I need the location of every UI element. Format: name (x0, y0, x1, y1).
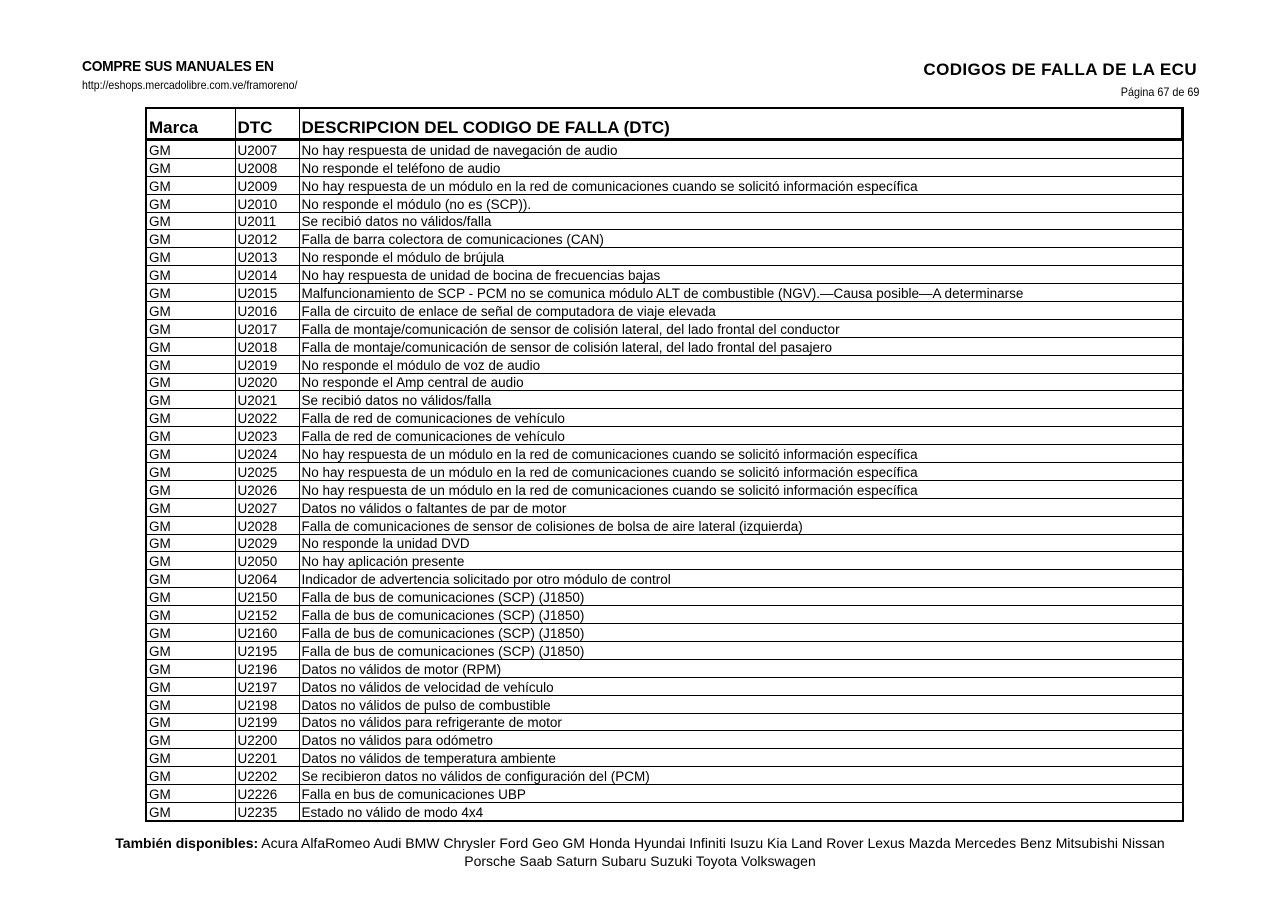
cell-dtc: U2197 (235, 677, 299, 695)
cell-descripcion: No responde el módulo de brújula (299, 248, 1183, 266)
table-row (146, 713, 1183, 731)
table-row (146, 212, 1183, 230)
cell-descripcion: Datos no válidos para refrigerante de motor (299, 713, 1183, 731)
footer-label: También disponibles: (115, 835, 259, 851)
cell-dtc: U2026 (235, 480, 299, 498)
table-row (146, 749, 1183, 767)
table-row (146, 731, 1183, 749)
header-left-title: COMPRE SUS MANUALES EN (82, 58, 274, 75)
cell-dtc: U2021 (235, 391, 299, 409)
cell-dtc: U2023 (235, 427, 299, 445)
header-right-title: CODIGOS DE FALLA DE LA ECU (923, 60, 1197, 79)
cell-dtc: U2064 (235, 570, 299, 588)
table-row (146, 624, 1183, 642)
cell-dtc: U2017 (235, 319, 299, 337)
cell-descripcion: Falla de comunicaciones de sensor de colisiones de bolsa de aire lateral (izquierda) (299, 516, 1183, 534)
cell-dtc: U2016 (235, 302, 299, 320)
footer-brands-line2: Porsche Saab Saturn Subaru Suzuki Toyota Volkswagen (464, 853, 816, 869)
cell-descripcion: Falla en bus de comunicaciones UBP (299, 785, 1183, 803)
table-row (146, 140, 1183, 159)
cell-marca: GM (146, 498, 235, 516)
footer (80, 834, 1200, 870)
cell-dtc: U2202 (235, 767, 299, 785)
cell-dtc: U2028 (235, 516, 299, 534)
table-row (146, 266, 1183, 284)
cell-dtc: U2018 (235, 337, 299, 355)
cell-dtc: U2009 (235, 176, 299, 194)
page-number: Página 67 de 69 (1120, 85, 1199, 99)
cell-marca: GM (146, 409, 235, 427)
table-row (146, 355, 1183, 373)
cell-descripcion: Se recibió datos no válidos/falla (299, 391, 1183, 409)
cell-marca: GM (146, 212, 235, 230)
table-row (146, 785, 1183, 803)
cell-dtc: U2013 (235, 248, 299, 266)
cell-marca: GM (146, 570, 235, 588)
cell-marca: GM (146, 624, 235, 642)
cell-descripcion: Malfuncionamiento de SCP - PCM no se comunica módulo ALT de combustible (NGV).—Causa posible—A determinarse (299, 284, 1183, 302)
cell-descripcion: Falla de montaje/comunicación de sensor de colisión lateral, del lado frontal del pasajero (299, 337, 1183, 355)
table-row (146, 606, 1183, 624)
cell-descripcion: No responde el módulo (no es (SCP)). (299, 194, 1183, 212)
cell-dtc: U2201 (235, 749, 299, 767)
cell-marca: GM (146, 785, 235, 803)
cell-descripcion: No responde el teléfono de audio (299, 158, 1183, 176)
cell-dtc: U2008 (235, 158, 299, 176)
table-row (146, 445, 1183, 463)
cell-dtc: U2195 (235, 641, 299, 659)
cell-dtc: U2198 (235, 695, 299, 713)
cell-descripcion: Falla de bus de comunicaciones (SCP) (J1850) (299, 641, 1183, 659)
header-left-url: http://eshops.mercadolibre.com.ve/framoreno/ (82, 78, 298, 92)
cell-marca: GM (146, 355, 235, 373)
cell-dtc: U2024 (235, 445, 299, 463)
table-row (146, 427, 1183, 445)
table-row (146, 337, 1183, 355)
cell-marca: GM (146, 767, 235, 785)
cell-marca: GM (146, 480, 235, 498)
cell-descripcion: Falla de bus de comunicaciones (SCP) (J1850) (299, 624, 1183, 642)
cell-marca: GM (146, 427, 235, 445)
cell-marca: GM (146, 659, 235, 677)
cell-dtc: U2160 (235, 624, 299, 642)
cell-marca: GM (146, 266, 235, 284)
cell-marca: GM (146, 606, 235, 624)
cell-descripcion: Indicador de advertencia solicitado por otro módulo de control (299, 570, 1183, 588)
cell-descripcion: No hay aplicación presente (299, 552, 1183, 570)
table-row (146, 373, 1183, 391)
cell-descripcion: Falla de circuito de enlace de señal de computadora de viaje elevada (299, 302, 1183, 320)
table-row (146, 302, 1183, 320)
cell-descripcion: Datos no válidos de velocidad de vehículo (299, 677, 1183, 695)
table-row (146, 695, 1183, 713)
table-row (146, 463, 1183, 481)
cell-dtc: U2027 (235, 498, 299, 516)
table-row (146, 552, 1183, 570)
cell-descripcion: Falla de montaje/comunicación de sensor de colisión lateral, del lado frontal del conductor (299, 319, 1183, 337)
cell-dtc: U2019 (235, 355, 299, 373)
cell-marca: GM (146, 713, 235, 731)
cell-dtc: U2014 (235, 266, 299, 284)
table-row (146, 641, 1183, 659)
cell-marca: GM (146, 302, 235, 320)
table-row (146, 588, 1183, 606)
cell-descripcion: No hay respuesta de un módulo en la red de comunicaciones cuando se solicitó información específica (299, 445, 1183, 463)
cell-descripcion: No hay respuesta de un módulo en la red de comunicaciones cuando se solicitó información específica (299, 480, 1183, 498)
table-row (146, 248, 1183, 266)
cell-marca: GM (146, 194, 235, 212)
cell-dtc: U2150 (235, 588, 299, 606)
cell-descripcion: Falla de red de comunicaciones de vehículo (299, 409, 1183, 427)
cell-dtc: U2199 (235, 713, 299, 731)
table-header-row (146, 108, 1183, 140)
column-header-marca: Marca (146, 108, 235, 140)
cell-descripcion: Se recibieron datos no válidos de configuración del (PCM) (299, 767, 1183, 785)
table-row (146, 570, 1183, 588)
cell-dtc: U2050 (235, 552, 299, 570)
footer-brands-line1: Acura AlfaRomeo Audi BMW Chrysler Ford Geo GM Honda Hyundai Infiniti Isuzu Kia Land Rover Lexus Mazda Mercedes Benz Mitsubishi Nissan (261, 835, 1165, 851)
cell-descripcion: Falla de bus de comunicaciones (SCP) (J1850) (299, 588, 1183, 606)
column-header-dtc: DTC (235, 108, 299, 140)
cell-dtc: U2012 (235, 230, 299, 248)
cell-dtc: U2007 (235, 140, 299, 159)
cell-dtc: U2226 (235, 785, 299, 803)
cell-marca: GM (146, 176, 235, 194)
cell-marca: GM (146, 463, 235, 481)
cell-dtc: U2022 (235, 409, 299, 427)
cell-marca: GM (146, 319, 235, 337)
cell-descripcion: Datos no válidos de pulso de combustible (299, 695, 1183, 713)
table-row (146, 409, 1183, 427)
cell-dtc: U2200 (235, 731, 299, 749)
cell-marca: GM (146, 140, 235, 159)
table-row (146, 319, 1183, 337)
cell-descripcion: Falla de red de comunicaciones de vehículo (299, 427, 1183, 445)
cell-marca: GM (146, 534, 235, 552)
cell-descripcion: Se recibió datos no válidos/falla (299, 212, 1183, 230)
cell-descripcion: No hay respuesta de unidad de navegación de audio (299, 140, 1183, 159)
cell-descripcion: Datos no válidos de temperatura ambiente (299, 749, 1183, 767)
cell-marca: GM (146, 749, 235, 767)
cell-descripcion: No responde la unidad DVD (299, 534, 1183, 552)
cell-marca: GM (146, 337, 235, 355)
cell-descripcion: Falla de barra colectora de comunicaciones (CAN) (299, 230, 1183, 248)
cell-marca: GM (146, 373, 235, 391)
cell-marca: GM (146, 677, 235, 695)
table-row (146, 194, 1183, 212)
cell-marca: GM (146, 695, 235, 713)
table-row (146, 176, 1183, 194)
cell-marca: GM (146, 230, 235, 248)
table-row (146, 498, 1183, 516)
cell-marca: GM (146, 158, 235, 176)
cell-descripcion: No responde el módulo de voz de audio (299, 355, 1183, 373)
cell-marca: GM (146, 552, 235, 570)
cell-marca: GM (146, 284, 235, 302)
dtc-table (145, 107, 1184, 822)
cell-dtc: U2011 (235, 212, 299, 230)
cell-dtc: U2025 (235, 463, 299, 481)
table-row (146, 158, 1183, 176)
cell-descripcion: No hay respuesta de un módulo en la red de comunicaciones cuando se solicitó información específica (299, 176, 1183, 194)
cell-marca: GM (146, 516, 235, 534)
table-row (146, 534, 1183, 552)
cell-marca: GM (146, 588, 235, 606)
table-body (146, 140, 1183, 821)
table-row (146, 677, 1183, 695)
table-row (146, 659, 1183, 677)
cell-descripcion: No responde el Amp central de audio (299, 373, 1183, 391)
cell-dtc: U2015 (235, 284, 299, 302)
cell-marca: GM (146, 731, 235, 749)
table-row (146, 802, 1183, 820)
cell-dtc: U2010 (235, 194, 299, 212)
table-row (146, 391, 1183, 409)
cell-descripcion: No hay respuesta de unidad de bocina de frecuencias bajas (299, 266, 1183, 284)
cell-descripcion: Datos no válidos de motor (RPM) (299, 659, 1183, 677)
cell-marca: GM (146, 802, 235, 820)
cell-descripcion: Datos no válidos para odómetro (299, 731, 1183, 749)
cell-marca: GM (146, 445, 235, 463)
cell-descripcion: Datos no válidos o faltantes de par de motor (299, 498, 1183, 516)
cell-descripcion: Estado no válido de modo 4x4 (299, 802, 1183, 820)
column-header-descripcion: DESCRIPCION DEL CODIGO DE FALLA (DTC) (299, 108, 1183, 140)
cell-dtc: U2020 (235, 373, 299, 391)
table-row (146, 284, 1183, 302)
table-row (146, 516, 1183, 534)
cell-dtc: U2235 (235, 802, 299, 820)
cell-dtc: U2196 (235, 659, 299, 677)
cell-dtc: U2029 (235, 534, 299, 552)
table-row (146, 480, 1183, 498)
cell-descripcion: Falla de bus de comunicaciones (SCP) (J1850) (299, 606, 1183, 624)
table-row (146, 767, 1183, 785)
cell-dtc: U2152 (235, 606, 299, 624)
cell-marca: GM (146, 641, 235, 659)
table-row (146, 230, 1183, 248)
cell-descripcion: No hay respuesta de un módulo en la red de comunicaciones cuando se solicitó información específica (299, 463, 1183, 481)
cell-marca: GM (146, 248, 235, 266)
cell-marca: GM (146, 391, 235, 409)
